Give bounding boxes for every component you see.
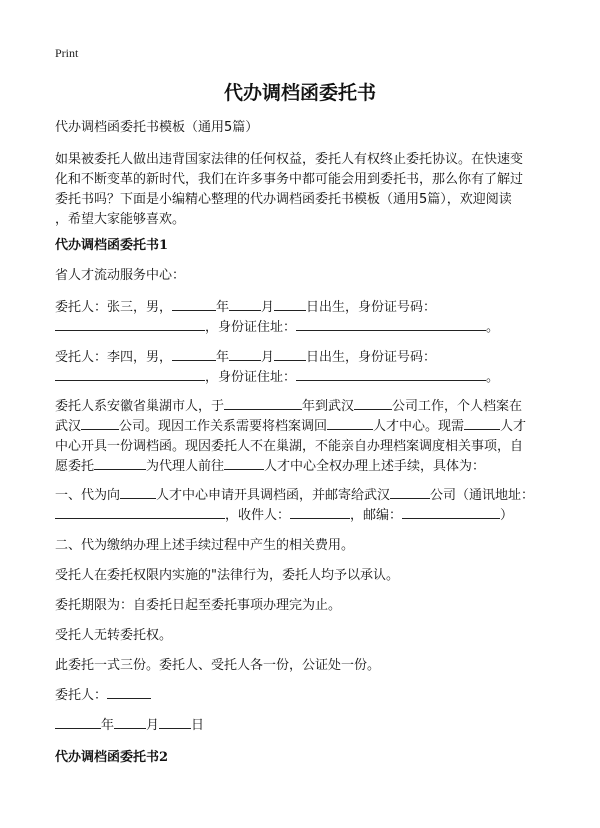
agent-line-2 bbox=[55, 368, 550, 388]
month-label: 月 bbox=[261, 300, 275, 315]
section-heading-2: 代办调档函委托书2 bbox=[55, 750, 169, 765]
blank-field bbox=[229, 348, 261, 361]
item-1-line-1 bbox=[55, 486, 550, 506]
blank-field bbox=[354, 397, 392, 410]
blank-field bbox=[464, 417, 500, 430]
body-line-4 bbox=[55, 457, 550, 477]
intro-line: 如果被委托人做出违背国家法律的任何权益，委托人有权终止委托协议。在快速变 bbox=[55, 152, 524, 167]
blank-field bbox=[402, 506, 500, 519]
recipient-line: 省人才流动服务中心： bbox=[55, 268, 186, 283]
period: 。 bbox=[486, 320, 500, 335]
document-title: 代办调档函委托书 bbox=[223, 82, 376, 104]
blank-field bbox=[55, 506, 225, 519]
item-text: ，邮编： bbox=[350, 508, 403, 523]
principal-label: 委托人：张三，男， bbox=[55, 300, 173, 315]
blank-field bbox=[172, 348, 216, 361]
principal-line-1 bbox=[55, 298, 550, 318]
body-text: 人才中心。现需 bbox=[373, 419, 465, 434]
blank-field bbox=[390, 486, 430, 499]
blank-field bbox=[94, 457, 146, 470]
signature-label: 委托人： bbox=[55, 688, 108, 703]
body-text: 人才中心全权办理上述手续，具体为： bbox=[264, 459, 486, 474]
clause-3: 受托人无转委托权。 bbox=[55, 628, 173, 643]
blank-field bbox=[114, 716, 146, 729]
print-link[interactable]: Print bbox=[55, 46, 79, 60]
blank-field bbox=[296, 318, 486, 331]
blank-field bbox=[172, 298, 216, 311]
blank-field bbox=[55, 318, 205, 331]
blank-field bbox=[55, 368, 205, 381]
item-1-line-2 bbox=[55, 506, 550, 526]
blank-field bbox=[81, 417, 119, 430]
subtitle: 代办调档函委托书模板（通用5篇） bbox=[55, 120, 259, 135]
agent-label: 受托人：李四，男， bbox=[55, 350, 173, 365]
body-text: 愿委托 bbox=[55, 459, 95, 474]
item-2: 二、代为缴纳办理上述手续过程中产生的相关费用。 bbox=[55, 538, 355, 553]
body-text: 委托人系安徽省巢湖市人，于 bbox=[55, 399, 225, 414]
year-label: 年 bbox=[216, 300, 230, 315]
body-text: 人才 bbox=[500, 419, 527, 434]
blank-field bbox=[327, 417, 373, 430]
body-text: 为代理人前往 bbox=[146, 459, 225, 474]
item-text: 一、代为向 bbox=[55, 488, 121, 503]
intro-line: 委托书吗？下面是小编精心整理的代办调档函委托书模板（通用5篇），欢迎阅读 bbox=[55, 192, 512, 207]
blank-field bbox=[55, 716, 101, 729]
blank-field bbox=[229, 298, 261, 311]
blank-field bbox=[224, 457, 264, 470]
clause-4: 此委托一式三份。委托人、受托人各一份，公证处一份。 bbox=[55, 658, 381, 673]
month-label: 月 bbox=[146, 718, 160, 733]
body-line-3: 中心开具一份调档函。现因委托人不在巢湖，不能亲自办理档案调度相关事项，自 bbox=[55, 439, 524, 454]
day-label: 日 bbox=[191, 718, 205, 733]
item-text: ） bbox=[500, 508, 514, 523]
period: 。 bbox=[486, 370, 500, 385]
year-label: 年 bbox=[216, 350, 230, 365]
blank-field bbox=[290, 506, 350, 519]
blank-field bbox=[274, 298, 306, 311]
blank-field bbox=[120, 486, 156, 499]
item-text: 公司（通讯地址： bbox=[430, 488, 535, 503]
body-text: 公司。现因工作关系需要将档案调回 bbox=[119, 419, 328, 434]
item-text: ，收件人： bbox=[225, 508, 291, 523]
principal-line-2 bbox=[55, 318, 550, 338]
clause-2: 委托期限为：自委托日起至委托事项办理完为止。 bbox=[55, 598, 342, 613]
body-line-2 bbox=[55, 417, 550, 437]
year-label: 年 bbox=[101, 718, 115, 733]
birth-id-label: 日出生，身份证号码： bbox=[306, 350, 437, 365]
section-heading-1: 代办调档函委托书1 bbox=[55, 238, 169, 253]
address-label: ，身份证住址： bbox=[205, 370, 297, 385]
blank-field bbox=[296, 368, 486, 381]
body-line-1 bbox=[55, 397, 550, 417]
month-label: 月 bbox=[261, 350, 275, 365]
blank-field bbox=[274, 348, 306, 361]
signature-line bbox=[55, 686, 550, 706]
clause-1: 受托人在委托权限内实施的"法律行为，委托人均予以承认。 bbox=[55, 568, 399, 583]
intro-line: ，希望大家能够喜欢。 bbox=[55, 212, 186, 227]
blank-field bbox=[224, 397, 302, 410]
body-text: 公司工作，个人档案在 bbox=[392, 399, 523, 414]
body-text: 武汉 bbox=[55, 419, 82, 434]
intro-line: 化和不断变革的新时代，我们在许多事务中都可能会用到委托书，那么你有了解过 bbox=[55, 172, 524, 187]
address-label: ，身份证住址： bbox=[205, 320, 297, 335]
date-line bbox=[55, 716, 550, 736]
blank-field bbox=[159, 716, 191, 729]
blank-field bbox=[107, 686, 151, 699]
body-text: 年到武汉 bbox=[302, 399, 355, 414]
birth-id-label: 日出生，身份证号码： bbox=[306, 300, 437, 315]
item-text: 人才中心申请开具调档函，并邮寄给武汉 bbox=[156, 488, 391, 503]
agent-line-1 bbox=[55, 348, 550, 368]
